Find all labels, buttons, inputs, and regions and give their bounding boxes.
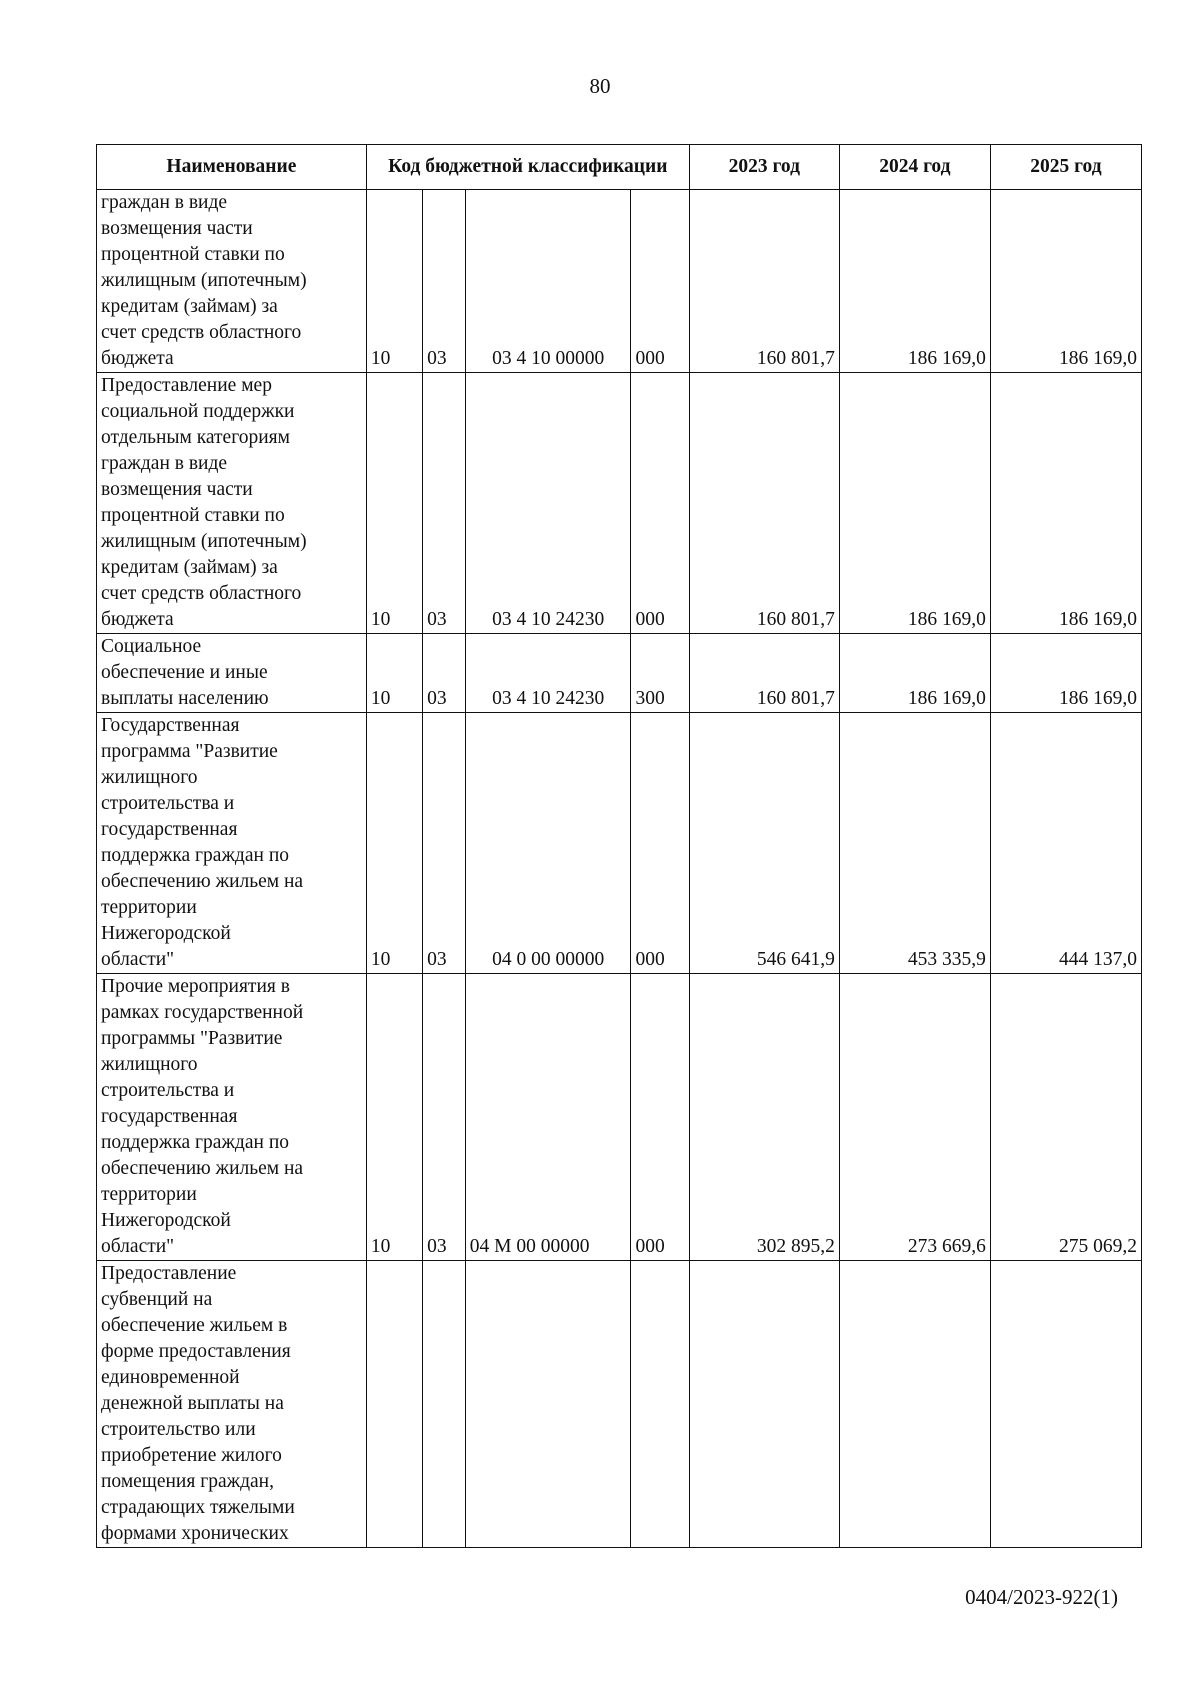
header-name: Наименование [97,145,367,190]
amount-2024: 273 669,6 [839,974,990,1261]
amount-2025: 444 137,0 [990,713,1141,974]
csr-code [465,1261,631,1548]
amount-2024: 453 335,9 [839,713,990,974]
podrazdel-code: 03 [423,373,466,634]
table-row [97,974,1142,1261]
vr-code: 000 [631,713,689,974]
podrazdel-code: 03 [423,190,466,373]
document-id: 0404/2023-922(1) [965,1585,1118,1609]
amount-2023: 302 895,2 [689,974,839,1261]
header-2025: 2025 год [990,145,1141,190]
razdel-code: 10 [366,974,422,1261]
amount-2024 [839,1261,990,1548]
table-row [97,373,1142,634]
header-2024: 2024 год [839,145,990,190]
razdel-code: 10 [366,713,422,974]
vr-code: 000 [631,373,689,634]
podrazdel-code: 03 [423,974,466,1261]
table-row [97,634,1142,713]
razdel-code: 10 [366,373,422,634]
csr-code: 04 М 00 00000 [465,974,631,1261]
row-name: Социальное обеспечение и иные выплаты населению [97,634,367,713]
table-row [97,713,1142,974]
amount-2025: 275 069,2 [990,974,1141,1261]
amount-2025 [990,1261,1141,1548]
page-number: 80 [589,74,611,98]
table-row [97,1261,1142,1548]
row-name: Прочие мероприятия в рамках государственной программы "Развитие жилищного строительства и государственная поддержка граждан по обеспечению жильем на территории Нижегородской области" [97,974,367,1261]
budget-table [96,144,1142,1548]
row-name: Государственная программа "Развитие жилищного строительства и государственная поддержка граждан по обеспечению жильем на территории Нижегородской области" [97,713,367,974]
podrazdel-code: 03 [423,713,466,974]
amount-2024: 186 169,0 [839,634,990,713]
header-2023: 2023 год [689,145,839,190]
vr-code: 000 [631,974,689,1261]
row-name: Предоставление мер социальной поддержки отдельным категориям граждан в виде возмещения части процентной ставки по жилищным (ипотечным) кредитам (займам) за счет средств областного бюджета [97,373,367,634]
csr-code: 03 4 10 24230 [465,634,631,713]
csr-code: 03 4 10 24230 [465,373,631,634]
amount-2025: 186 169,0 [990,373,1141,634]
razdel-code: 10 [366,190,422,373]
vr-code [631,1261,689,1548]
table-row [97,190,1142,373]
amount-2023: 546 641,9 [689,713,839,974]
amount-2023 [689,1261,839,1548]
table-header-row [97,145,1142,190]
amount-2024: 186 169,0 [839,190,990,373]
header-code: Код бюджетной классификации [366,145,689,190]
amount-2025: 186 169,0 [990,634,1141,713]
amount-2023: 160 801,7 [689,634,839,713]
amount-2023: 160 801,7 [689,373,839,634]
csr-code: 04 0 00 00000 [465,713,631,974]
podrazdel-code [423,1261,466,1548]
amount-2025: 186 169,0 [990,190,1141,373]
razdel-code: 10 [366,634,422,713]
razdel-code [366,1261,422,1548]
csr-code: 03 4 10 00000 [465,190,631,373]
vr-code: 300 [631,634,689,713]
amount-2024: 186 169,0 [839,373,990,634]
amount-2023: 160 801,7 [689,190,839,373]
row-name: Предоставление субвенций на обеспечение жильем в форме предоставления единовременной денежной выплаты на строительство или приобретение жилого помещения граждан, страдающих тяжелыми формами хронических [97,1261,367,1548]
vr-code: 000 [631,190,689,373]
podrazdel-code: 03 [423,634,466,713]
row-name: граждан в виде возмещения части процентной ставки по жилищным (ипотечным) кредитам (займам) за счет средств областного бюджета [97,190,367,373]
